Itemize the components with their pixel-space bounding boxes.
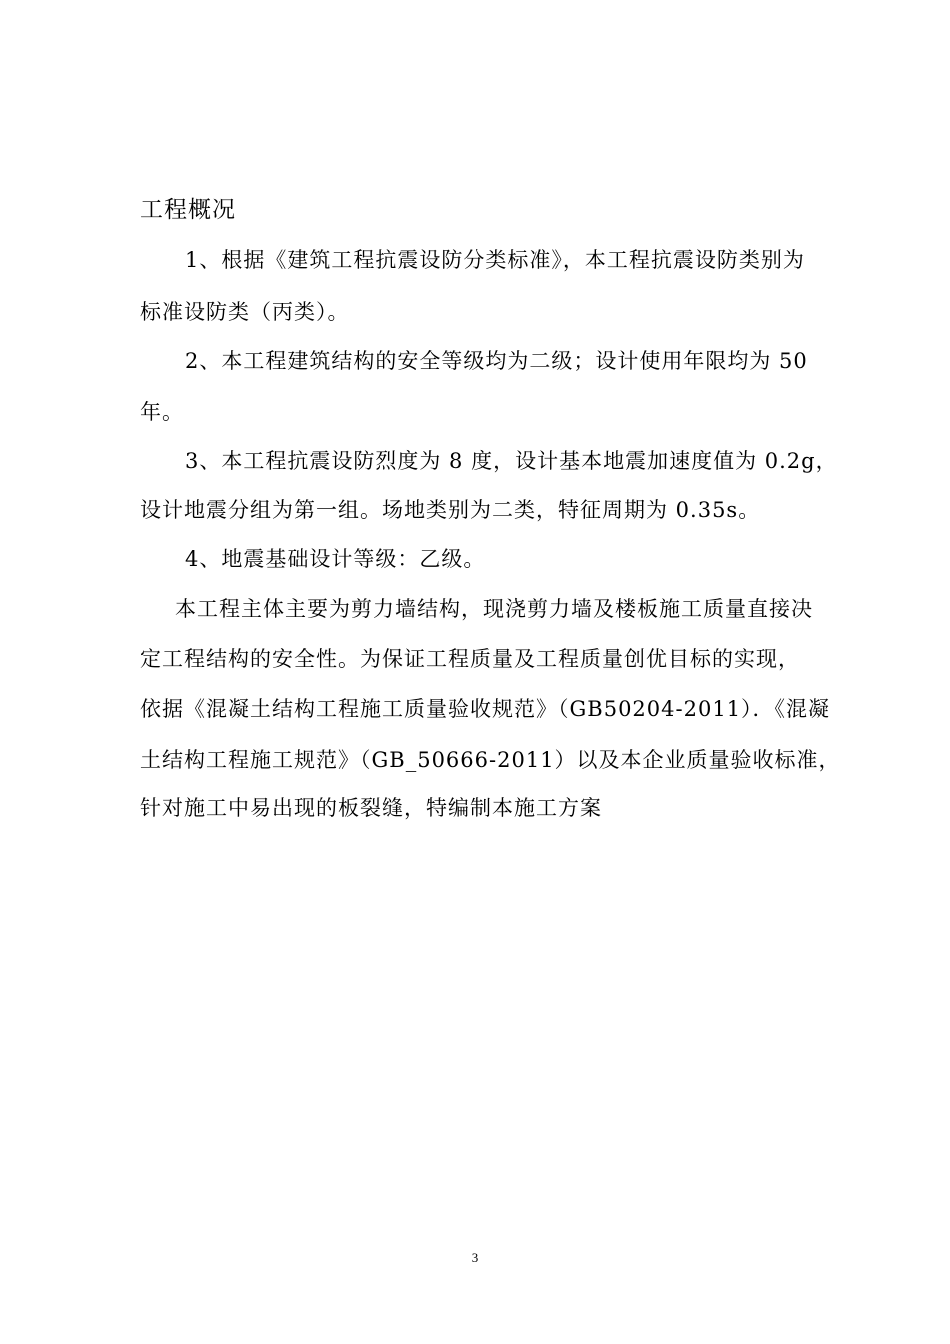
section-heading: 工程概况 — [140, 197, 236, 223]
paragraph-line-4: 土结构工程施工规范》（GB_50666-2011）以及本企业质量验收标准， — [140, 748, 841, 772]
paragraph-line-2: 定工程结构的安全性。为保证工程质量及工程质量创优目标的实现， — [140, 647, 800, 671]
paragraph-line-1: 本工程主体主要为剪力墙结构，现浇剪力墙及楼板施工质量直接决 — [175, 597, 813, 621]
item-3-line-2: 设计地震分组为第一组。场地类别为二类，特征周期为 0.35s。 — [140, 498, 761, 522]
item-1-line-2: 标准设防类（丙类）。 — [140, 300, 350, 324]
page-number: 3 — [471, 1250, 479, 1265]
item-1-line-1: 1、根据《建筑工程抗震设防分类标准》，本工程抗震设防类别为 — [185, 248, 805, 272]
item-3-line-1: 3、本工程抗震设防烈度为 8 度，设计基本地震加速度值为 0.2g， — [185, 449, 838, 473]
item-2-line-1: 2、本工程建筑结构的安全等级均为二级；设计使用年限均为 50 — [185, 349, 808, 373]
item-4-line-1: 4、地震基础设计等级：乙级。 — [185, 547, 486, 571]
paragraph-line-3: 依据《混凝土结构工程施工质量验收规范》（GB50204-2011）．《混凝 — [140, 697, 831, 721]
item-2-line-2: 年。 — [140, 400, 184, 424]
paragraph-line-5: 针对施工中易出现的板裂缝，特编制本施工方案 — [140, 796, 602, 820]
